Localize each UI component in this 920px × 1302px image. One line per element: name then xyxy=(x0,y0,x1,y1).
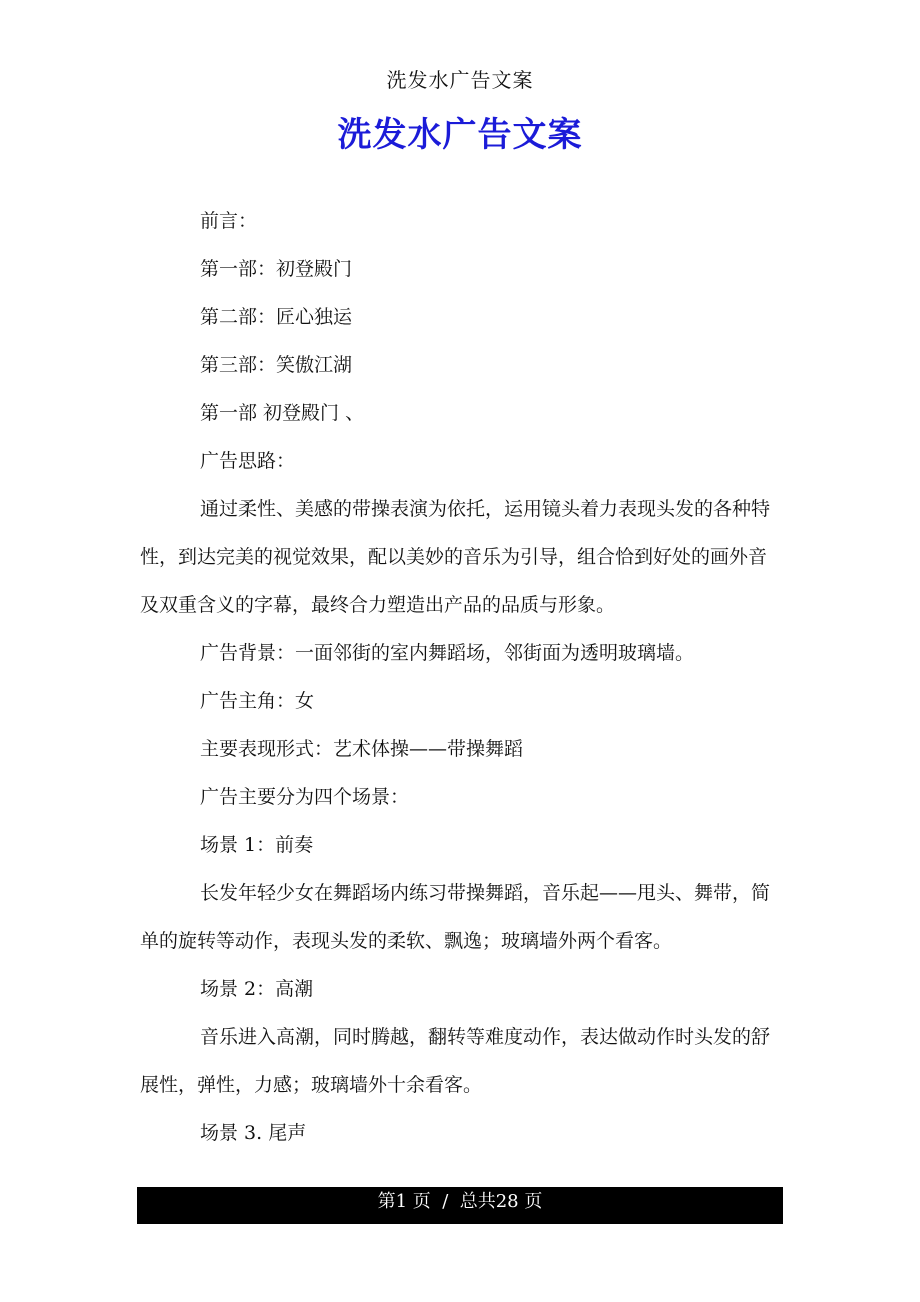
paragraph: 广告主角：女 xyxy=(200,690,315,712)
paragraph: 第一部 初登殿门 、 xyxy=(200,402,365,424)
paragraph: 第三部：笑傲江湖 xyxy=(200,354,353,376)
document-body xyxy=(140,197,784,1157)
paragraph: 场景 1：前奏 xyxy=(200,834,314,856)
paragraph: 音乐进入高潮，同时腾越，翻转等难度动作，表达做动作时头发的舒展性，弹性，力感；玻璃墙外十余看客。 xyxy=(140,1026,771,1096)
paragraph: 广告背景：一面邻街的室内舞蹈场，邻街面为透明玻璃墙。 xyxy=(200,642,695,664)
page-footer xyxy=(137,1187,783,1224)
paragraph: 第二部：匠心独运 xyxy=(200,306,353,328)
paragraph: 通过柔性、美感的带操表演为依托，运用镜头着力表现头发的各种特性，到达完美的视觉效果，配以美妙的音乐为引导，组合恰到好处的画外音及双重含义的字幕，最终合力塑造出产品的品质与形象。 xyxy=(140,498,771,616)
paragraph: 前言： xyxy=(200,210,258,232)
paragraph: 第一部：初登殿门 xyxy=(200,258,353,280)
page-number-label: 第1 页 / 总共28 页 xyxy=(377,1191,543,1212)
running-header: 洗发水广告文案 xyxy=(386,68,534,92)
document-title: 洗发水广告文案 xyxy=(337,115,583,155)
paragraph: 广告思路： xyxy=(200,450,296,472)
paragraph: 主要表现形式：艺术体操——带操舞蹈 xyxy=(200,738,524,760)
paragraph: 长发年轻少女在舞蹈场内练习带操舞蹈，音乐起——甩头、舞带，简单的旋转等动作，表现头发的柔软、飘逸；玻璃墙外两个看客。 xyxy=(140,882,771,952)
paragraph: 场景 3. 尾声 xyxy=(200,1122,307,1144)
paragraph: 场景 2：高潮 xyxy=(200,978,314,1000)
paragraph: 广告主要分为四个场景： xyxy=(200,786,410,808)
